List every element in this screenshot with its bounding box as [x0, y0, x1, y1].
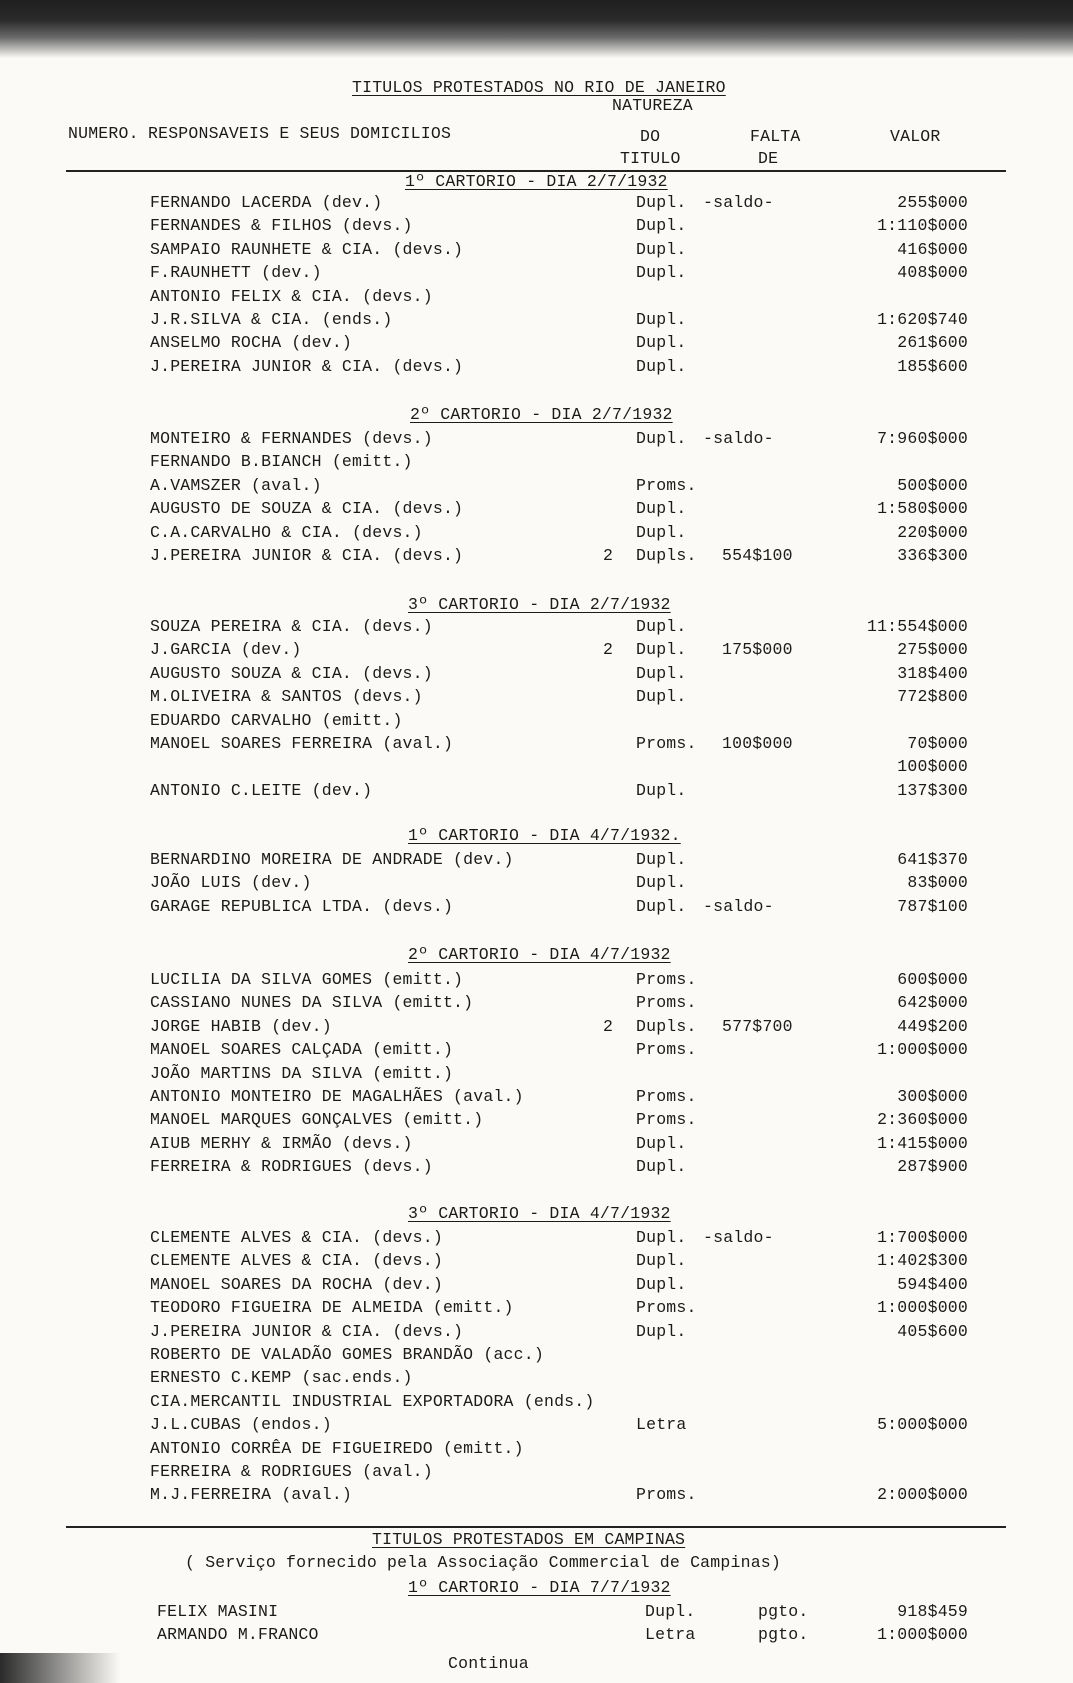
- valor: 1:415$000: [877, 1133, 968, 1153]
- header-numero: NUMERO.: [68, 124, 139, 143]
- responsavel-name: MONTEIRO & FERNANDES (devs.): [150, 429, 433, 448]
- valor: 275$000: [897, 640, 968, 660]
- falta-de: -saldo-: [703, 193, 774, 212]
- header-natureza: NATUREZA: [612, 96, 693, 115]
- natureza-titulo: Dupl.: [636, 333, 687, 353]
- natureza-titulo: Dupl.: [636, 663, 687, 683]
- valor: 261$600: [897, 333, 968, 353]
- falta-de: 175$000: [722, 640, 793, 660]
- page-title: TITULOS PROTESTADOS NO RIO DE JANEIRO: [352, 78, 726, 97]
- natureza-titulo: Proms.: [636, 970, 697, 989]
- natureza-titulo: Dupl.: [636, 522, 687, 542]
- natureza-titulo: Proms.: [636, 475, 697, 495]
- natureza-titulo: Dupl.: [636, 429, 687, 448]
- responsavel-name: JOÃO MARTINS DA SILVA (emitt.): [150, 1063, 454, 1083]
- natureza-titulo: Proms.: [636, 1298, 697, 1318]
- responsavel-name: M.OLIVEIRA & SANTOS (devs.): [150, 687, 423, 707]
- section-title: 2º CARTORIO - DIA 2/7/1932: [410, 405, 673, 424]
- quantity: 2: [603, 640, 614, 660]
- valor: 642$000: [897, 993, 968, 1013]
- responsavel-name: ANTONIO CORRÊA DE FIGUEIREDO (emitt.): [150, 1438, 524, 1458]
- valor: 1:580$000: [877, 499, 968, 519]
- valor: 918$459: [897, 1602, 968, 1621]
- falta-de: pgto.: [758, 1625, 809, 1645]
- responsavel-name: AUGUSTO SOUZA & CIA. (devs.): [150, 663, 433, 683]
- section-title: 2º CARTORIO - DIA 4/7/1932: [408, 945, 671, 964]
- header-do: DO: [640, 127, 661, 146]
- valor: 1:000$000: [877, 1040, 968, 1060]
- valor: 2:000$000: [877, 1485, 968, 1505]
- campinas-subtitle: ( Serviço fornecido pela Associação Commercial de Campinas): [185, 1553, 781, 1572]
- natureza-titulo: Dupl.: [636, 239, 687, 259]
- responsavel-name: LUCILIA DA SILVA GOMES (emitt.): [150, 970, 464, 989]
- scan-corner-shadow: [0, 1653, 120, 1683]
- natureza-titulo: Dupl.: [636, 780, 687, 800]
- responsavel-name: AUGUSTO DE SOUZA & CIA. (devs.): [150, 499, 464, 519]
- natureza-titulo: Dupl.: [636, 1321, 687, 1341]
- responsavel-name: MANOEL SOARES FERREIRA (aval.): [150, 734, 454, 753]
- natureza-titulo: Proms.: [636, 1485, 697, 1505]
- valor: 1:000$000: [877, 1625, 968, 1645]
- falta-de: 577$700: [722, 1016, 793, 1036]
- responsavel-name: SOUZA PEREIRA & CIA. (devs.): [150, 617, 433, 636]
- valor: 772$800: [897, 687, 968, 707]
- valor: 100$000: [897, 757, 968, 777]
- responsavel-name: EDUARDO CARVALHO (emitt.): [150, 710, 403, 730]
- natureza-titulo: Proms.: [636, 1110, 697, 1130]
- responsavel-name: JOÃO LUIS (dev.): [150, 873, 312, 893]
- valor: 300$000: [897, 1087, 968, 1106]
- valor: 318$400: [897, 663, 968, 683]
- falta-de: 554$100: [722, 546, 793, 565]
- valor: 1:700$000: [877, 1228, 968, 1247]
- responsavel-name: AIUB MERHY & IRMÃO (devs.): [150, 1133, 413, 1153]
- natureza-titulo: Dupls.: [636, 1016, 697, 1036]
- valor: 83$000: [907, 873, 968, 893]
- valor: 416$000: [897, 239, 968, 259]
- campinas-title: TITULOS PROTESTADOS EM CAMPINAS: [372, 1530, 686, 1549]
- natureza-titulo: Dupl.: [636, 640, 687, 660]
- valor: 5:000$000: [877, 1415, 968, 1435]
- natureza-titulo: Dupl.: [636, 356, 687, 376]
- section-title: 3º CARTORIO - DIA 4/7/1932: [408, 1204, 671, 1223]
- valor: 408$000: [897, 263, 968, 283]
- natureza-titulo: Dupl.: [636, 1228, 687, 1247]
- valor: 1:620$740: [877, 310, 968, 329]
- responsavel-name: ARMANDO M.FRANCO: [157, 1625, 319, 1645]
- header-titulo: TITULO: [620, 149, 681, 168]
- responsavel-name: BERNARDINO MOREIRA DE ANDRADE (dev.): [150, 850, 514, 869]
- falta-de: -saldo-: [703, 896, 774, 916]
- responsavel-name: A.VAMSZER (aval.): [150, 475, 322, 495]
- natureza-titulo: Proms.: [636, 1040, 697, 1060]
- responsavel-name: J.PEREIRA JUNIOR & CIA. (devs.): [150, 356, 464, 376]
- responsavel-name: ERNESTO C.KEMP (sac.ends.): [150, 1368, 413, 1388]
- section-title: 3º CARTORIO - DIA 2/7/1932: [408, 595, 671, 614]
- responsavel-name: J.L.CUBAS (endos.): [150, 1415, 332, 1435]
- valor: 336$300: [897, 546, 968, 565]
- responsavel-name: FERNANDES & FILHOS (devs.): [150, 216, 413, 236]
- quantity: 2: [603, 546, 614, 565]
- responsavel-name: MANOEL MARQUES GONÇALVES (emitt.): [150, 1110, 484, 1130]
- valor: 137$300: [897, 780, 968, 800]
- responsavel-name: TEODORO FIGUEIRA DE ALMEIDA (emitt.): [150, 1298, 514, 1318]
- valor: 1:110$000: [877, 216, 968, 236]
- responsavel-name: FERREIRA & RODRIGUES (aval.): [150, 1462, 433, 1481]
- natureza-titulo: Dupl.: [636, 193, 687, 212]
- header-valor: VALOR: [890, 127, 941, 146]
- valor: 600$000: [897, 970, 968, 989]
- valor: 287$900: [897, 1157, 968, 1177]
- natureza-titulo: Dupl.: [636, 687, 687, 707]
- natureza-titulo: Dupl.: [645, 1602, 696, 1621]
- natureza-titulo: Proms.: [636, 993, 697, 1013]
- falta-de: 100$000: [722, 734, 793, 753]
- responsavel-name: CASSIANO NUNES DA SILVA (emitt.): [150, 993, 474, 1013]
- natureza-titulo: Letra: [636, 1415, 687, 1435]
- natureza-titulo: Letra: [645, 1625, 696, 1645]
- valor: 220$000: [897, 522, 968, 542]
- responsavel-name: CLEMENTE ALVES & CIA. (devs.): [150, 1251, 443, 1271]
- falta-de: pgto.: [758, 1602, 809, 1621]
- responsavel-name: ANSELMO ROCHA (dev.): [150, 333, 353, 353]
- quantity: 2: [603, 1016, 614, 1036]
- valor: 449$200: [897, 1016, 968, 1036]
- valor: 1:000$000: [877, 1298, 968, 1318]
- valor: 405$600: [897, 1321, 968, 1341]
- responsavel-name: F.RAUNHETT (dev.): [150, 263, 322, 283]
- natureza-titulo: Dupl.: [636, 499, 687, 519]
- valor: 255$000: [897, 193, 968, 212]
- falta-de: -saldo-: [703, 429, 774, 448]
- valor: 1:402$300: [877, 1251, 968, 1271]
- natureza-titulo: Dupl.: [636, 310, 687, 329]
- responsavel-name: GARAGE REPUBLICA LTDA. (devs.): [150, 896, 454, 916]
- responsavel-name: MANOEL SOARES CALÇADA (emitt.): [150, 1040, 454, 1060]
- natureza-titulo: Proms.: [636, 734, 697, 753]
- scan-edge-shadow: [0, 0, 1073, 58]
- natureza-titulo: Dupl.: [636, 1274, 687, 1294]
- responsavel-name: C.A.CARVALHO & CIA. (devs.): [150, 522, 423, 542]
- responsavel-name: JORGE HABIB (dev.): [150, 1016, 332, 1036]
- responsavel-name: FELIX MASINI: [157, 1602, 279, 1621]
- natureza-titulo: Dupls.: [636, 546, 697, 565]
- responsavel-name: CLEMENTE ALVES & CIA. (devs.): [150, 1228, 443, 1247]
- natureza-titulo: Dupl.: [636, 873, 687, 893]
- natureza-titulo: Dupl.: [636, 850, 687, 869]
- responsavel-name: FERNANDO LACERDA (dev.): [150, 193, 383, 212]
- responsavel-name: ROBERTO DE VALADÃO GOMES BRANDÃO (acc.): [150, 1345, 544, 1364]
- responsavel-name: ANTONIO C.LEITE (dev.): [150, 780, 373, 800]
- valor: 11:554$000: [866, 617, 968, 636]
- responsavel-name: ANTONIO MONTEIRO DE MAGALHÃES (aval.): [150, 1087, 524, 1106]
- continue-note: Continua: [448, 1654, 529, 1673]
- valor: 641$370: [897, 850, 968, 869]
- responsavel-name: MANOEL SOARES DA ROCHA (dev.): [150, 1274, 443, 1294]
- header-de: DE: [758, 149, 779, 168]
- header-falta: FALTA: [750, 127, 801, 146]
- valor: 70$000: [907, 734, 968, 753]
- campinas-rule: [66, 1526, 1006, 1528]
- valor: 7:960$000: [877, 429, 968, 448]
- natureza-titulo: Proms.: [636, 1087, 697, 1106]
- natureza-titulo: Dupl.: [636, 1133, 687, 1153]
- responsavel-name: FERREIRA & RODRIGUES (devs.): [150, 1157, 433, 1177]
- valor: 500$000: [897, 475, 968, 495]
- responsavel-name: CIA.MERCANTIL INDUSTRIAL EXPORTADORA (ends.): [150, 1391, 595, 1411]
- section-title: 1º CARTORIO - DIA 4/7/1932.: [408, 826, 681, 845]
- valor: 787$100: [897, 896, 968, 916]
- responsavel-name: J.PEREIRA JUNIOR & CIA. (devs.): [150, 546, 464, 565]
- section-title: 1º CARTORIO - DIA 2/7/1932: [405, 172, 668, 191]
- section-title: 1º CARTORIO - DIA 7/7/1932: [408, 1578, 671, 1597]
- natureza-titulo: Dupl.: [636, 1157, 687, 1177]
- natureza-titulo: Dupl.: [636, 617, 687, 636]
- valor: 185$600: [897, 356, 968, 376]
- responsavel-name: M.J.FERREIRA (aval.): [150, 1485, 353, 1505]
- responsavel-name: FERNANDO B.BIANCH (emitt.): [150, 452, 413, 472]
- responsavel-name: SAMPAIO RAUNHETE & CIA. (devs.): [150, 239, 464, 259]
- valor: 2:360$000: [877, 1110, 968, 1130]
- natureza-titulo: Dupl.: [636, 896, 687, 916]
- valor: 594$400: [897, 1274, 968, 1294]
- responsavel-name: J.R.SILVA & CIA. (ends.): [150, 310, 393, 329]
- natureza-titulo: Dupl.: [636, 1251, 687, 1271]
- falta-de: -saldo-: [703, 1228, 774, 1247]
- natureza-titulo: Dupl.: [636, 263, 687, 283]
- responsavel-name: J.PEREIRA JUNIOR & CIA. (devs.): [150, 1321, 464, 1341]
- header-responsaveis: RESPONSAVEIS E SEUS DOMICILIOS: [148, 124, 452, 143]
- responsavel-name: J.GARCIA (dev.): [150, 640, 302, 660]
- responsavel-name: ANTONIO FELIX & CIA. (devs.): [150, 286, 433, 306]
- natureza-titulo: Dupl.: [636, 216, 687, 236]
